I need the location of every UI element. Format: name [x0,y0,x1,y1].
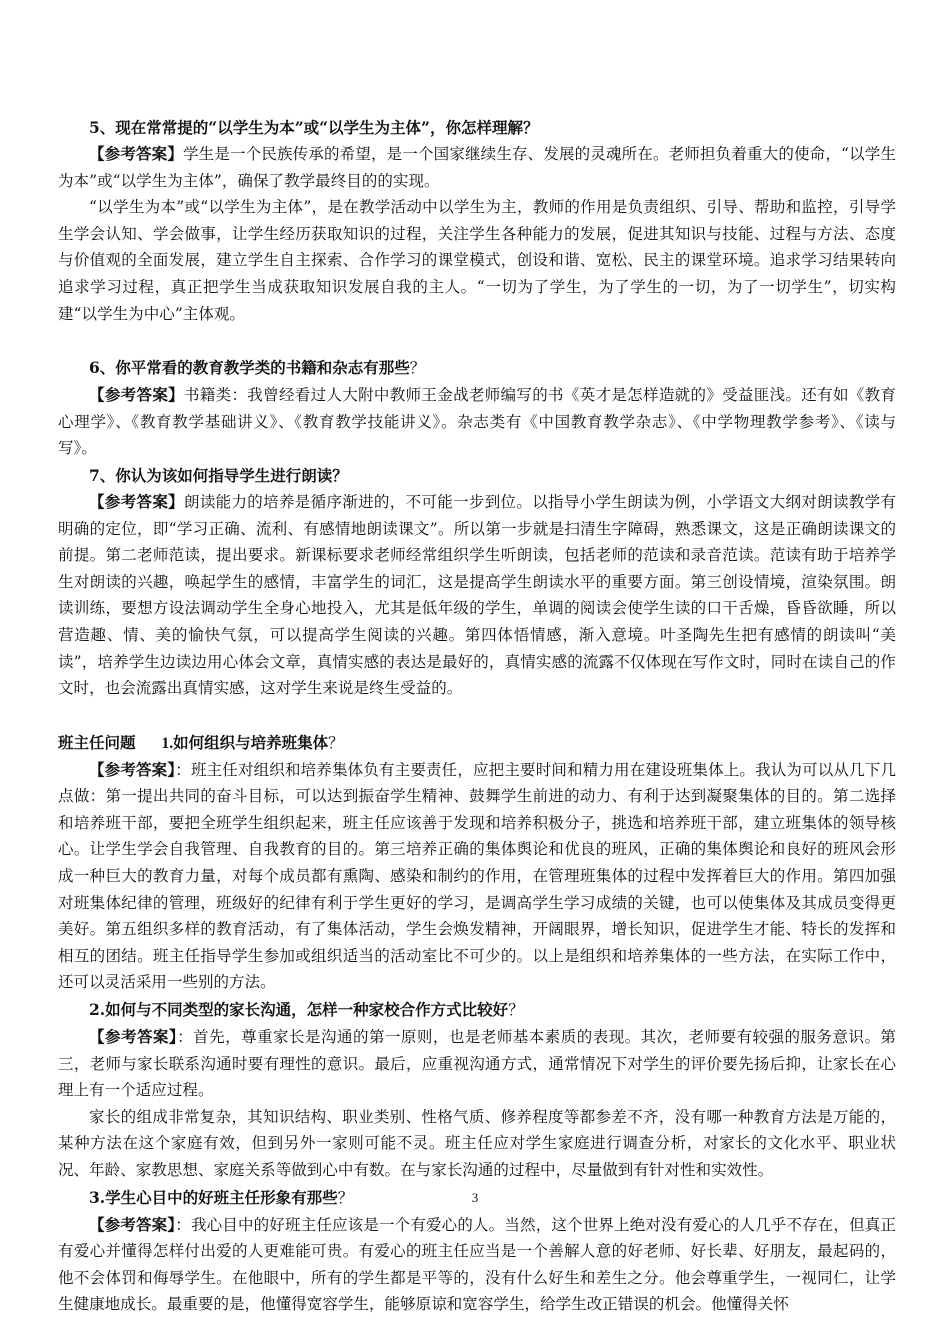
section-heading: 班主任问题 1.如何组织与培养班集体？ [58,732,344,752]
question-6-title: 6、你平常看的教育教学类的书籍和杂志有那些？ [89,358,426,378]
answer-label: 【参考答案】 [89,385,184,405]
spacer [58,327,896,354]
answer-label: 【参考答案】 [89,1027,178,1047]
question-5-paragraph-2: “以学生为本”或“以学生为主体”，是在教学活动中以学生为主，教师的作用是负责组织、引导、帮助和监控，引导学生学会认知、学会做事，让学生经历获取知识的过程，关注学生各种能力的发展，促进其知识与技能、过程与方法、态度与价值观的全面发展，建立学生自主探索、合作学习的课堂模式，创设和谐、宽松、民主的课堂环境。追求学习结果转向追求学习过程，真正把学生当成获取知识发展自我的主人。“一切为了学生，为了学生的一切，为了一切学生”，切实构建“以学生为中心”主体观。 [58,198,896,323]
question-7-title: 7、你认为该如何指导学生进行朗读？ [89,465,348,485]
question-7-answer: 【参考答案】朗读能力的培养是循序渐进的，不可能一步到位。以指导小学生朗读为例，小学语文大纲对朗读教学有明确的定位，即“学习正确、流利、有感情地朗读课文”。所以第一步就是扫清生字障碍，熟悉课文，这是正确朗读课文的前提。第二老师范读，提出要求。新课标要求老师经常组织学生听朗读，包括老师的范读和录音范读。范读有助于培养学生对朗读的兴趣，唤起学生的感情，丰富学生的词汇，这是提高学生朗读水平的重要方面。第三创设情境，渲染氛围。朗读训练，要想方设法调动学生全身心地投入，尤其是低年级的学生，单调的阅读会使学生读的口干舌燥，昏昏欲睡，所以营造趣、情、美的愉快气氛，可以提高学生阅读的兴趣。第四体悟情感，渐入意境。叶圣陶先生把有感情的朗读叫“美读”，培养学生边读边用心体会文章，真情实感的表达是最好的，真情实感的流露不仅体现在写作文时，同时在读自己的作文时，也会流露出真情实感，这对学生来说是终生受益的。 [58,491,896,698]
page-content [58,114,896,1318]
answer-label: 【参考答案】 [89,491,184,511]
question-5-answer: 【参考答案】学生是一个民族传承的希望，是一个国家继续生存、发展的灵魂所在。老师担负着重大的使命，“以学生为本”或“以学生为主体”，确保了教学最终目的的实现。 [58,144,896,190]
answer-label: 【参考答案】 [89,144,184,163]
answer-label: 【参考答案】 [89,1214,176,1234]
page-number: 3 [471,1190,479,1205]
spacer [58,702,896,729]
section-question-2-answer: 【参考答案】：首先，尊重家长是沟通的第一原则，也是老师基本素质的表现。其次，老师要有较强的服务意识。第三，老师与家长联系沟通时要有理性的意识。最后，应重视沟通方式，通常情况下对学生的评价要先扬后抑，让家长在心理上有一个适应过程。 [58,1027,896,1100]
section-question-3-title: 3.学生心目中的好班主任形象有那些？ [89,1187,354,1207]
section-question-3-answer: 【参考答案】：我心目中的好班主任应该是一个有爱心的人。当然，这个世界上绝对没有爱心的人几乎不存在，但真正有爱心并懂得怎样付出爱的人更难能可贵。有爱心的班主任应当是一个善解人意的好老师、好长辈、好朋友，最起码的，他不会体罚和侮辱学生。在他眼中，所有的学生都是平等的，没有什么好生和差生之分。他会尊重学生，一视同仁，让学生健康地成长。最重要的是，他懂得宽容学生，能够原谅和宽容学生，给学生改正错误的机会。他懂得关怀 [58,1214,896,1314]
section-question-1-answer: 【参考答案】：班主任对组织和培养集体负有主要责任，应把主要时间和精力用在建设班集体上。我认为可以从几下几点做：第一提出共同的奋斗目标，可以达到振奋学生精神、鼓舞学生前进的动力、有利于达到凝聚集体的目的。第二选择和培养班干部，要把全班学生组织起来，班主任应该善于发现和培养积极分子，挑选和培养班干部，建立班集体的领导核心。让学生学会自我管理、自我教育的目的。第三培养正确的集体舆论和优良的班风，正确的集体舆论和良好的班风会形成一种巨大的教育力量，对每个成员都有熏陶、感染和制约的作用，在管理班集体的过程中发挥着巨大的作用。第四加强对班集体纪律的管理，班级好的纪律有利于学生更好的学习，是调高学生学习成绩的关键，也可以使集体及其成员变得更美好。第五组织多样的教育活动，有了集体活动，学生会焕发精神，开阔眼界，增长知识，促进学生才能、特长的发挥和相互的团结。班主任指导学生参加或组织适当的活动室比不可少的。以上是组织和培养集体的一些方法，在实际工作中，还可以灵活采用一些别的方法。 [58,759,896,992]
section-question-2-title: 2.如何与不同类型的家长沟通，怎样一种家校合作方式比较好？ [89,1000,524,1020]
section-question-1-title: 1.如何组织与培养班集体？ [161,734,344,752]
question-6-answer: 【参考答案】书籍类：我曾经看过人大附中教师王金战老师编写的书《英才是怎样造就的》受益匪浅。还有如《教育心理学》、《教育教学基础讲义》、《教育教学技能讲义》。杂志类有《中国教育教学杂志》、《中学物理教学参考》、《读与写》。 [58,385,896,458]
section-question-2-paragraph-2: 家长的组成非常复杂，其知识结构、职业类别、性格气质、修养程度等都参差不齐，没有哪一种教育方法是万能的，某种方法在这个家庭有效，但到另外一家则可能不灵。班主任应对学生家庭进行调查分析，对家长的文化水平、职业状况、年龄、家教思想、家庭关系等做到心中有数。在与家长沟通的过程中，尽量做到有针对性和实效性。 [58,1107,896,1179]
answer-label: 【参考答案】 [89,759,176,779]
question-5-title: 5、现在常常提的“以学生为本”或“以学生为主体”，你怎样理解？ [89,118,539,137]
